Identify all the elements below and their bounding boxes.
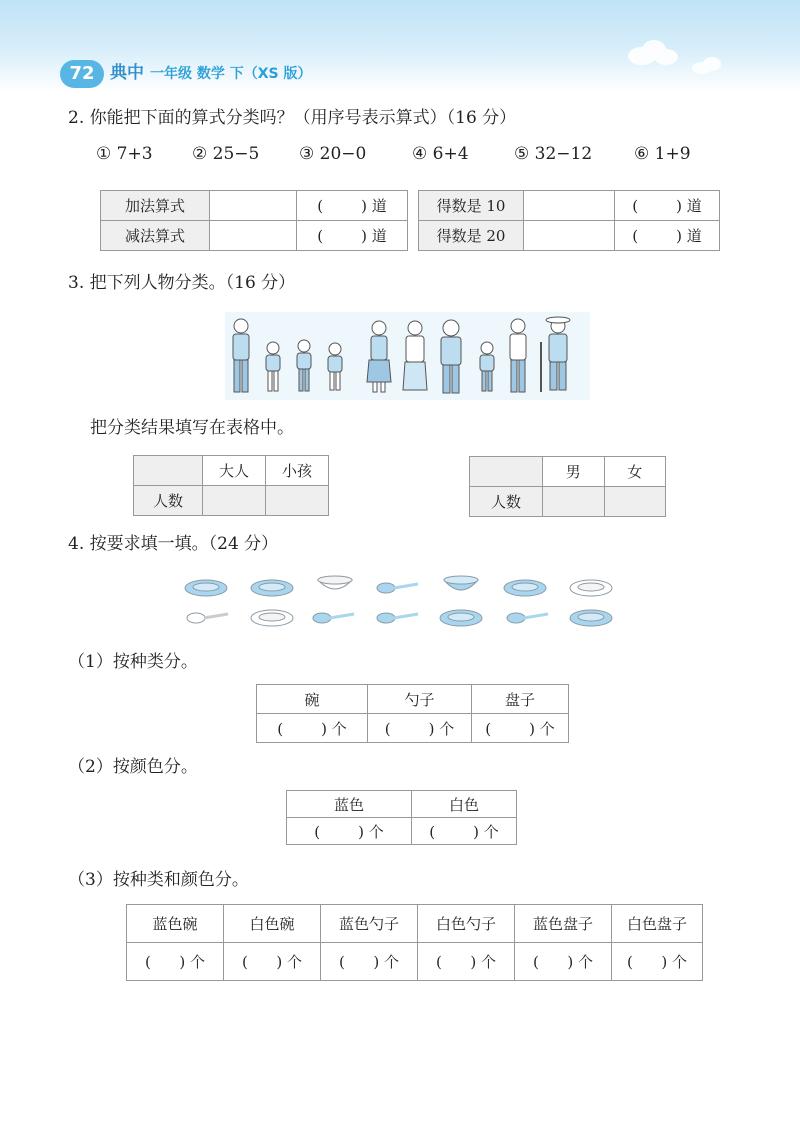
q2-table-result [418,190,720,251]
tableware-illustration [180,572,620,634]
answer-cell[interactable] [543,487,605,517]
answer-cell[interactable] [524,221,615,251]
row-label: 加法算式 [101,191,210,221]
count-blank[interactable]: ( ) 个 [257,714,368,743]
row-label: 人数 [134,486,203,516]
count-blank[interactable]: ( ) 道 [297,221,408,251]
header-male: 男 [543,457,605,487]
answer-cell[interactable] [210,221,297,251]
page-header [0,0,800,92]
q4-table-color [286,790,517,845]
header-white-spoon: 白色勺子 [418,905,515,943]
book-subtitle [110,62,312,85]
row-label: 减法算式 [101,221,210,251]
header-blue-spoon: 蓝色勺子 [321,905,418,943]
q3-instruction: 把分类结果填写在表格中。 [90,418,294,438]
count-blank[interactable]: ( ) 个 [412,818,517,845]
answer-cell[interactable] [203,486,266,516]
q4-part1-label: （1）按种类分。 [68,652,198,672]
brand-text: 典中 [110,63,144,83]
expr-4: ④ 6+4 [412,144,469,164]
expr-1: ① 7+3 [96,144,153,164]
count-blank[interactable]: ( ) 个 [515,943,612,981]
header-blue: 蓝色 [287,791,412,818]
row-label: 人数 [470,487,543,517]
subtitle-text: 一年级 数学 下（XS 版） [150,66,312,82]
answer-cell[interactable] [266,486,329,516]
q4-part3-label: （3）按种类和颜色分。 [68,870,249,890]
count-blank[interactable]: ( ) 个 [321,943,418,981]
count-blank[interactable]: ( ) 个 [287,818,412,845]
q2-expressions [96,140,736,170]
people-illustration [225,312,590,400]
count-blank[interactable]: ( ) 个 [127,943,224,981]
cloud-decoration [620,30,740,80]
q3-table-age [133,455,329,516]
count-blank[interactable]: ( ) 道 [297,191,408,221]
corner-cell [470,457,543,487]
header-white-plate: 白色盘子 [612,905,703,943]
count-blank[interactable]: ( ) 个 [224,943,321,981]
count-blank[interactable]: ( ) 个 [368,714,472,743]
count-blank[interactable]: ( ) 个 [472,714,569,743]
header-bowl: 碗 [257,685,368,714]
answer-cell[interactable] [524,191,615,221]
header-blue-bowl: 蓝色碗 [127,905,224,943]
expr-2: ② 25−5 [192,144,260,164]
corner-cell [134,456,203,486]
answer-cell[interactable] [604,487,666,517]
count-blank[interactable]: ( ) 个 [612,943,703,981]
q2-title: 2. 你能把下面的算式分类吗？（用序号表示算式）（16 分） [68,108,517,128]
count-blank[interactable]: ( ) 道 [615,191,720,221]
header-plate: 盘子 [472,685,569,714]
q4-title: 4. 按要求填一填。（24 分） [68,534,279,554]
expr-5: ⑤ 32−12 [514,144,593,164]
row-label: 得数是 10 [419,191,524,221]
header-adult: 大人 [203,456,266,486]
q4-part2-label: （2）按颜色分。 [68,757,198,777]
count-blank[interactable]: ( ) 道 [615,221,720,251]
q3-table-gender [469,456,666,517]
expr-6: ⑥ 1+9 [634,144,691,164]
q4-table-type-color [126,904,703,981]
header-spoon: 勺子 [368,685,472,714]
q4-table-type [256,684,569,743]
q3-title: 3. 把下列人物分类。（16 分） [68,273,296,293]
count-blank[interactable]: ( ) 个 [418,943,515,981]
header-white-bowl: 白色碗 [224,905,321,943]
page-number: 72 [60,60,104,88]
row-label: 得数是 20 [419,221,524,251]
header-white: 白色 [412,791,517,818]
header-female: 女 [604,457,666,487]
header-child: 小孩 [266,456,329,486]
answer-cell[interactable] [210,191,297,221]
q2-table-operation [100,190,408,251]
expr-3: ③ 20−0 [299,144,367,164]
header-blue-plate: 蓝色盘子 [515,905,612,943]
